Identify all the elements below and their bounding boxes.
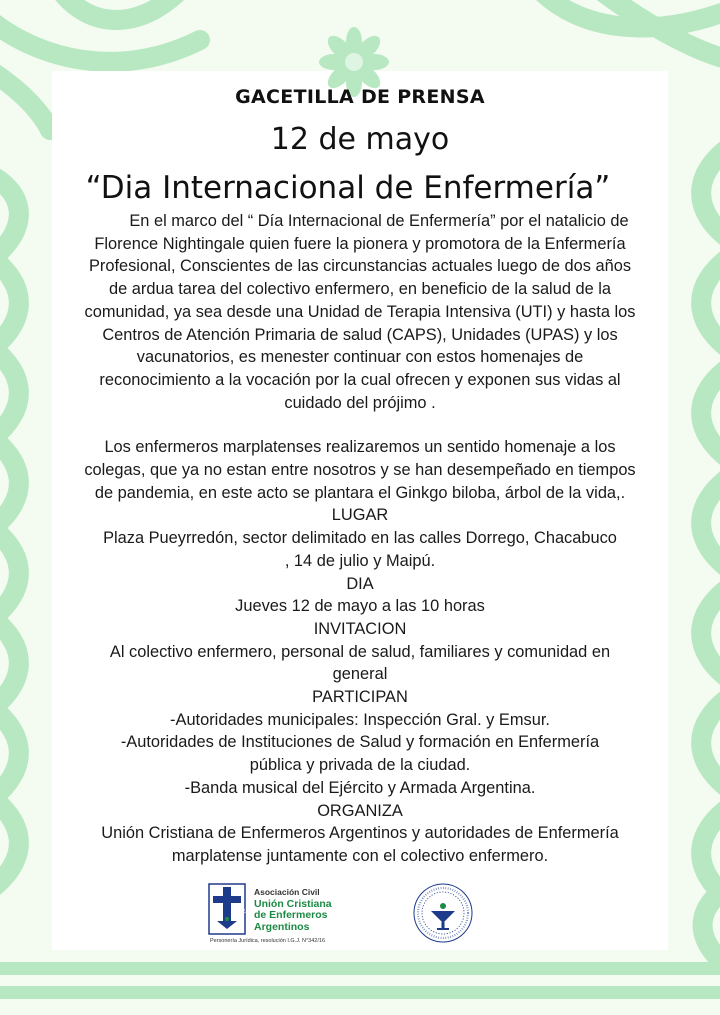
- section-label-lugar: LUGAR: [331, 506, 389, 525]
- body-line: de pandemia, en este acto se plantara el Ginkgo biloba, árbol de la vida,.: [94, 483, 626, 502]
- cross-icon: [208, 883, 249, 935]
- body-line: Centros de Atención Primaria de salud (CAPS), Unidades (UPAS) y los: [102, 325, 618, 344]
- nursing-lamp-seal-icon: [412, 882, 474, 944]
- homage-paragraph: [52, 436, 668, 504]
- event-date: 12 de mayo: [270, 122, 450, 157]
- document-title: “Dia Internacional de Enfermería”: [85, 170, 611, 206]
- press-release-body: [52, 210, 668, 868]
- participant-line: -Banda musical del Ejército y Armada Argentina.: [184, 778, 536, 797]
- body-line: vacunatorios, es menester continuar con estos homenajes de: [136, 348, 584, 367]
- day-line: Jueves 12 de mayo a las 10 horas: [235, 597, 485, 616]
- location-line: Plaza Pueyrredón, sector delimitado en las calles Dorrego, Chacabuco: [103, 529, 617, 548]
- organizer-line: Unión Cristiana de Enfermeros Argentinos y autoridades de Enfermería: [101, 824, 619, 843]
- intro-paragraph: [52, 210, 668, 414]
- participant-line: -Autoridades de Instituciones de Salud y formación en Enfermería: [120, 733, 600, 752]
- body-line: comunidad, ya sea desde una Unidad de Terapia Intensiva (UTI) y hasta los: [84, 302, 636, 321]
- body-line: colegas, que ya no estan entre nosotros y se han desempeñado en tiempos: [84, 461, 636, 480]
- section-label-participan: PARTICIPAN: [312, 688, 408, 707]
- body-line: Florence Nightingale quien fuere la pionera y promotora de la Enfermería: [94, 234, 626, 253]
- participant-line: -Autoridades municipales: Inspección Gral. y Emsur.: [170, 710, 550, 729]
- cross-letters: UCEA: [235, 909, 249, 915]
- ucea-name-line: Argentinos: [254, 920, 310, 933]
- ucea-name-line: Unión Cristiana: [254, 897, 332, 910]
- location-line: , 14 de julio y Maipú.: [284, 551, 436, 570]
- participant-line: pública y privada de la ciudad.: [249, 756, 471, 775]
- organizer-line: marplatense juntamente con el colectivo enfermero.: [171, 846, 549, 865]
- ucea-logo: [208, 883, 368, 945]
- logos-row: [0, 878, 720, 948]
- press-release-label: GACETILLA DE PRENSA: [235, 86, 485, 108]
- invitation-line: general: [332, 665, 388, 684]
- ucea-org-type: Asociación Civil: [254, 887, 320, 897]
- ucea-footnote: Personería Jurídica, resolución I.G.J. N°342/16: [210, 938, 326, 944]
- body-line: En el marco del “ Día Internacional de Enfermería” por el natalicio de: [129, 212, 629, 230]
- body-line: reconocimiento a la vocación por la cual ofrecen y exponen sus vidas al: [99, 370, 621, 389]
- body-line: Los enfermeros marplatenses realizaremos un sentido homenaje a los: [104, 438, 616, 457]
- section-label-organiza: ORGANIZA: [317, 801, 403, 820]
- ucea-wordmark: [254, 887, 332, 933]
- section-label-invitacion: INVITACION: [313, 619, 407, 638]
- invitation-line: Al colectivo enfermero, personal de salud, familiares y comunidad en: [109, 642, 611, 661]
- body-line: de ardua tarea del colectivo enfermero, en beneficio de la salud de la: [108, 280, 612, 299]
- ucea-name-line: de Enfermeros: [254, 909, 328, 921]
- section-label-dia: DIA: [346, 574, 374, 593]
- body-line: Profesional, Conscientes de las circunstancias actuales luego de dos años: [88, 257, 632, 276]
- body-line: cuidado del prójimo .: [284, 393, 436, 412]
